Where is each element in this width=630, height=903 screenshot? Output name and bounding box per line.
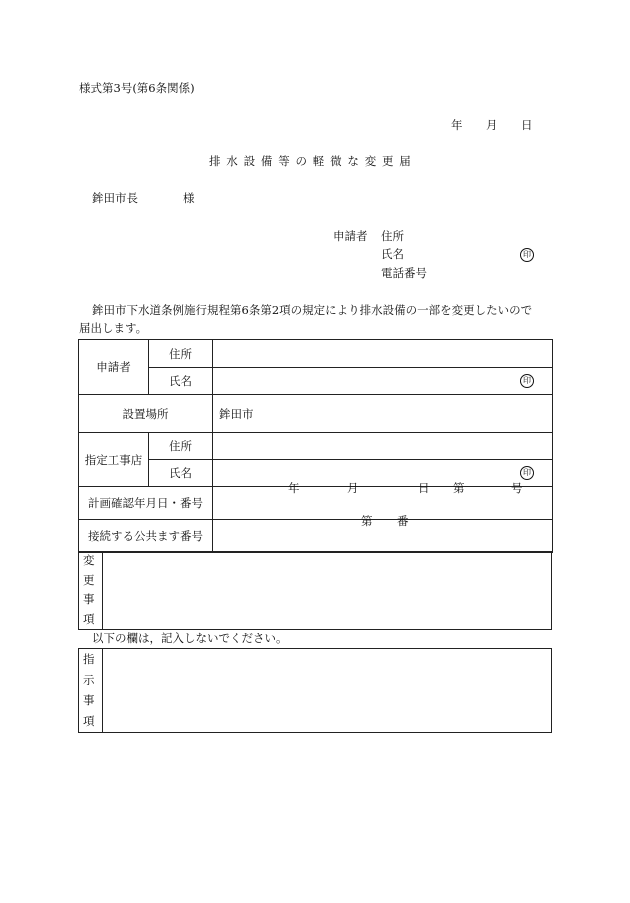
basin-ban-label: 番: [397, 514, 409, 528]
seal-icon: 印: [520, 374, 534, 388]
instructions-label-char: 項: [83, 713, 95, 728]
table-location-value: 鉾田市: [213, 395, 553, 433]
date-year: 年: [451, 118, 463, 132]
plan-month-label: 月: [347, 481, 359, 495]
body-text-line2: 届出します。: [79, 321, 148, 335]
table-contractor-name-field[interactable]: [213, 460, 553, 487]
instructions-label-char: 事: [83, 693, 95, 707]
seal-icon: 印: [520, 466, 534, 480]
table-plan-confirmation-field[interactable]: [213, 481, 553, 520]
document-title: 排水設備等の軽微な変更届: [209, 154, 417, 168]
table-public-basin-field[interactable]: [213, 514, 553, 553]
instructions-field: [103, 649, 551, 732]
changes-label-cell: [79, 552, 103, 629]
table-location-label: 設置場所: [79, 395, 213, 433]
instructions-label-char: 示: [83, 672, 95, 687]
basin-dai-label: 第: [361, 514, 373, 528]
table-contractor-address-field[interactable]: [213, 433, 553, 460]
table-applicant-name-label: 氏名: [149, 368, 213, 395]
changes-label-char: 更: [83, 572, 95, 587]
applicant-name-label: 氏名: [381, 247, 404, 261]
table-applicant-address-field[interactable]: [213, 340, 553, 368]
date-month: 月: [486, 118, 498, 132]
note-text: 以下の欄は，記入しないでください。: [92, 631, 288, 645]
changes-label-char: 事: [83, 592, 95, 606]
addressee-honorific: 様: [183, 191, 195, 205]
plan-year-label: 年: [288, 481, 300, 495]
plan-dai-label: 第: [453, 481, 465, 495]
body-text-line1: 鉾田市下水道条例施行規程第6条第2項の規定により排水設備の一部を変更したいので: [92, 303, 533, 317]
instructions-label-char: 指: [83, 652, 95, 666]
changes-label-char: 変: [83, 553, 95, 567]
changes-field[interactable]: [103, 552, 551, 629]
table-contractor-address-label: 住所: [149, 433, 213, 460]
changes-label-char: 項: [83, 611, 95, 626]
form-table: [78, 339, 553, 553]
applicant-phone-label: 電話番号: [381, 266, 427, 280]
applicant-label: 申請者: [333, 229, 368, 243]
table-public-basin-label: 接続する公共ます番号: [79, 520, 213, 553]
seal-icon: 印: [520, 248, 534, 262]
table-plan-confirmation-label: 計画確認年月日・番号: [79, 487, 213, 520]
addressee-name: 鉾田市長: [92, 191, 138, 205]
form-number: 様式第3号(第6条関係): [79, 81, 195, 95]
plan-day-label: 日: [418, 481, 430, 495]
table-applicant-address-label: 住所: [149, 340, 213, 368]
date-day: 日: [521, 118, 533, 132]
instructions-box: [78, 648, 552, 733]
changes-box: [78, 551, 552, 630]
instructions-label-cell: [79, 649, 103, 732]
applicant-address-label: 住所: [381, 229, 404, 243]
plan-go-label: 号: [511, 481, 523, 495]
table-contractor-name-label: 氏名: [149, 460, 213, 487]
table-contractor-label: 指定工事店: [79, 433, 149, 487]
table-applicant-name-field[interactable]: [213, 368, 553, 395]
table-applicant-label: 申請者: [79, 340, 149, 395]
